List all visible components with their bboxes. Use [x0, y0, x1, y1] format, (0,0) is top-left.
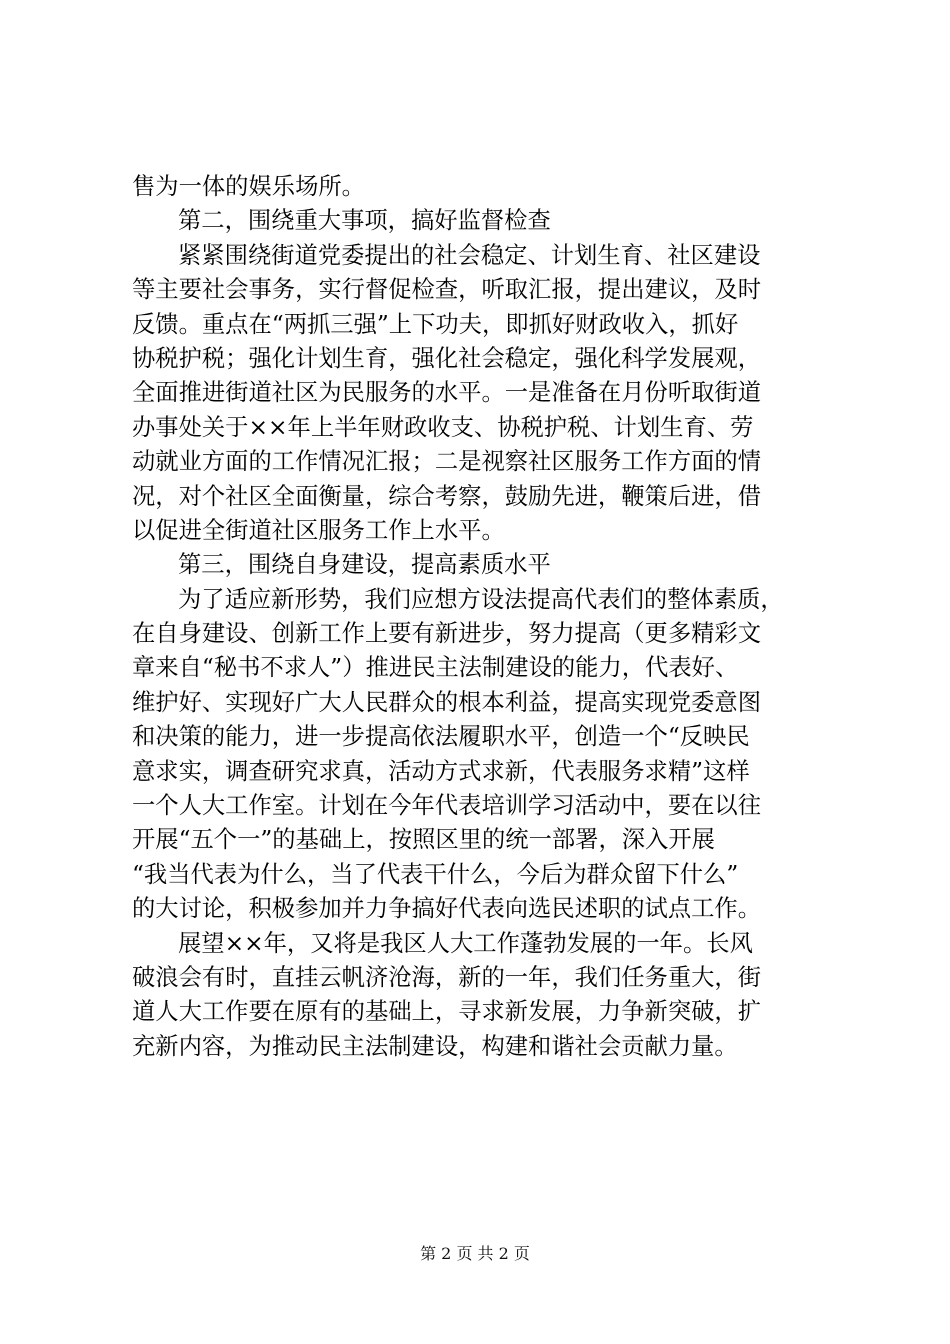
text-line: 破浪会有时，直挂云帆济沧海，新的一年，我们任务重大，街 [132, 963, 762, 991]
text-line: 为了适应新形势，我们应想方设法提高代表们的整体素质， [178, 585, 784, 613]
text-line: 和决策的能力，进一步提高依法履职水平，创造一个“反映民 [132, 723, 750, 751]
text-line: 展望××年，又将是我区人大工作蓬勃发展的一年。长风 [178, 929, 753, 957]
text-line: 意求实，调查研究求真，活动方式求新，代表服务求精”这样 [132, 757, 750, 785]
text-line: 一个人大工作室。计划在今年代表培训学习活动中，要在以往 [132, 792, 762, 820]
text-line: 等主要社会事务，实行督促检查，听取汇报，提出建议，及时 [132, 276, 762, 304]
text-line: 章来自“秘书不求人”）推进民主法制建设的能力，代表好、 [132, 654, 739, 682]
text-line: 在自身建设、创新工作上要有新进步，努力提高（更多精彩文 [132, 620, 762, 648]
text-line: 全面推进街道社区为民服务的水平。一是准备在月份听取街道 [132, 379, 762, 407]
text-line: 况，对个社区全面衡量，综合考察，鼓励先进，鞭策后进，借 [132, 482, 762, 510]
page-footer: 第 2 页 共 2 页 [420, 1244, 530, 1263]
text-line: 动就业方面的工作情况汇报；二是视察社区服务工作方面的情 [132, 448, 762, 476]
text-line: 反馈。重点在“两抓三强”上下功夫，即抓好财政收入，抓好 [132, 310, 739, 338]
text-line: 的大讨论，积极参加并力争搞好代表向选民述职的试点工作。 [132, 895, 762, 923]
text-line: 维护好、实现好广大人民群众的根本利益，提高实现党委意图 [132, 688, 762, 716]
text-line: 以促进全街道社区服务工作上水平。 [132, 516, 505, 544]
text-line: 充新内容，为推动民主法制建设，构建和谐社会贡献力量。 [132, 1032, 738, 1060]
text-line: 办事处关于××年上半年财政收支、协税护税、计划生育、劳 [132, 413, 754, 441]
document-body [132, 170, 832, 1064]
text-line: 道人大工作要在原有的基础上，寻求新发展，力争新突破，扩 [132, 998, 762, 1026]
text-line: “我当代表为什么，当了代表干什么，今后为群众留下什么” [132, 860, 739, 888]
text-line: 协税护税；强化计划生育，强化社会稳定，强化科学发展观， [132, 344, 762, 372]
text-line: 第三，围绕自身建设，提高素质水平 [178, 551, 551, 579]
text-line: 开展“五个一”的基础上，按照区里的统一部署，深入开展 [132, 826, 715, 854]
text-line: 售为一体的娱乐场所。 [132, 173, 365, 200]
text-line: 第二，围绕重大事项，搞好监督检查 [178, 207, 551, 235]
text-line: 紧紧围绕街道党委提出的社会稳定、计划生育、社区建设 [178, 241, 761, 269]
